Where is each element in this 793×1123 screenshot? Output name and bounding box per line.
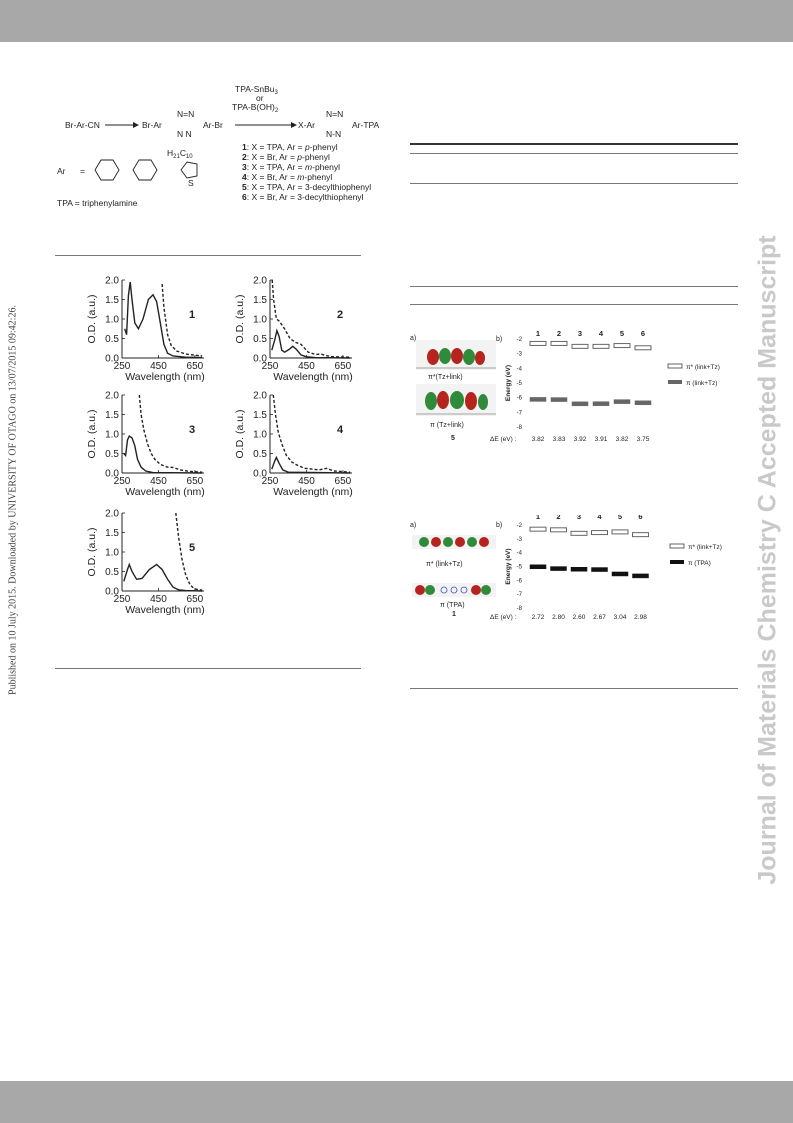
start-material: Br-Ar-CN [65, 120, 100, 130]
y-tick-label: 2.0 [253, 390, 267, 402]
svg-text:π (Tz+link): π (Tz+link) [430, 422, 464, 429]
orbital-image-upper [412, 535, 496, 549]
tpa-definition: TPA = triphenylamine [57, 198, 138, 208]
compound-entry: 1: X = TPA, Ar = p-phenyl [242, 142, 338, 152]
energy-level-upper [571, 531, 587, 535]
svg-text:1: 1 [452, 611, 456, 618]
orbital-image-lower [416, 384, 496, 416]
category-label: 2 [556, 515, 561, 521]
thiophene-ring [181, 162, 197, 178]
energy-level-upper [592, 531, 608, 535]
energy-level-lower [592, 568, 608, 572]
y-axis-label: O.D. (a.u.) [234, 294, 246, 344]
y-tick-label: -3 [516, 351, 522, 358]
y-tick-label: 0.0 [105, 586, 119, 598]
category-label: 3 [577, 330, 583, 338]
publication-notice: Published on 10 July 2015. Downloaded by UNIVERSITY OF OTAGO on 13/07/2015 09:42:26. [7, 305, 19, 695]
legend-swatch-upper [670, 544, 684, 548]
category-label: 1 [535, 330, 541, 338]
y-tick-label: 0.0 [253, 468, 267, 480]
x-tick-label: 450 [150, 594, 167, 605]
legend-label-upper: π* (link+Tz) [686, 364, 720, 371]
energy-level-lower [633, 574, 649, 578]
legend-label-lower: π (TPA) [688, 560, 711, 567]
y-tick-label: -8 [516, 425, 522, 431]
delta-energy-value: 3.04 [613, 614, 627, 621]
energy-level-upper [635, 346, 651, 350]
energy-level-lower [571, 567, 587, 571]
y-tick-label: -4 [516, 366, 522, 373]
y-tick-label: 1.0 [253, 314, 267, 326]
x-tick-label: 250 [261, 476, 279, 487]
delta-energy-label: ΔE (eV) : [490, 436, 517, 443]
y-axis-label: O.D. (a.u.) [86, 409, 98, 459]
delta-energy-value: 2.72 [531, 614, 545, 621]
energy-level-upper [633, 533, 649, 537]
product-n-bottom: N-N [326, 129, 342, 139]
header-band [0, 0, 793, 42]
y-axis-label: O.D. (a.u.) [86, 527, 98, 577]
delta-energy-value: 3.82 [531, 436, 545, 443]
delta-energy-value: 3.75 [636, 436, 650, 443]
table-rule [410, 304, 738, 305]
category-label: 6 [640, 330, 646, 338]
y-tick-label: -2 [516, 523, 522, 529]
footer-band [0, 1081, 793, 1123]
y-tick-label: 1.5 [253, 410, 267, 421]
energy-level-lower [551, 398, 567, 402]
svg-text:a): a) [410, 522, 417, 529]
y-axis-label: Energy (eV) [505, 548, 512, 585]
intermediate-n-bottom: N N [177, 129, 192, 139]
category-label: 3 [576, 515, 582, 521]
energy-level-lower [593, 402, 609, 406]
orbital-figure-2 [408, 515, 738, 630]
spectrum-panel-1 [72, 270, 222, 385]
energy-level-upper [593, 344, 609, 348]
y-tick-label: 1.0 [105, 547, 119, 559]
energy-diagram-2 [490, 515, 722, 621]
solid-series-line [272, 331, 350, 358]
panel-compound-label: 2 [336, 309, 344, 321]
y-tick-label: -3 [516, 536, 522, 543]
compound-entry: 6: X = Br, Ar = 3-decylthiophenyl [242, 192, 364, 202]
delta-energy-value: 2.67 [593, 614, 606, 621]
energy-level-lower [551, 567, 567, 571]
x-tick-label: 450 [298, 476, 315, 487]
solid-series-line [272, 457, 350, 473]
orbital-image-lower [412, 583, 496, 597]
y-tick-label: -4 [516, 550, 522, 557]
energy-level-upper [530, 527, 546, 531]
product-n-top: N=N [326, 109, 344, 119]
y-tick-label: 2.0 [105, 390, 119, 402]
compound-list [242, 142, 371, 202]
x-axis-label: Wavelength (nm) [125, 486, 205, 498]
energy-level-lower [614, 400, 630, 404]
energy-level-upper [551, 528, 567, 532]
compound-entry: 2: X = Br, Ar = p-phenyl [242, 152, 330, 162]
delta-energy-value: 3.82 [615, 436, 629, 443]
category-label: 4 [598, 330, 604, 338]
energy-level-lower [530, 397, 546, 401]
energy-level-upper [572, 344, 588, 348]
y-tick-label: -5 [516, 564, 522, 571]
legend-swatch-lower [668, 380, 682, 384]
y-tick-label: 1.0 [105, 429, 119, 441]
x-tick-label: 650 [186, 594, 204, 605]
compound-entry: 5: X = TPA, Ar = 3-decylthiophenyl [242, 182, 372, 192]
y-tick-label: 1.0 [105, 314, 119, 326]
intermediate-n-top: N=N [177, 109, 195, 119]
product-left: X-Ar [298, 120, 315, 130]
delta-energy-value: 3.92 [573, 436, 587, 443]
x-tick-label: 650 [334, 476, 352, 487]
intermediate-right: Ar-Br [203, 120, 223, 130]
table-rule [410, 153, 738, 154]
y-axis-label: O.D. (a.u.) [234, 409, 246, 459]
intermediate-left: Br-Ar [142, 120, 162, 130]
y-tick-label: 0.5 [253, 449, 267, 460]
panel-label: b) [496, 522, 503, 529]
y-tick-label: -6 [516, 395, 522, 402]
x-tick-label: 650 [334, 361, 352, 372]
orbital-figure-1 [408, 330, 738, 510]
panel-compound-label: 3 [188, 424, 196, 436]
y-tick-label: 1.5 [105, 295, 119, 306]
x-tick-label: 650 [186, 476, 204, 487]
delta-energy-value: 2.98 [634, 614, 647, 621]
x-axis-label: Wavelength (nm) [273, 371, 353, 383]
x-axis-label: Wavelength (nm) [273, 486, 353, 498]
panel-label: b) [496, 336, 503, 343]
x-tick-label: 250 [261, 361, 279, 372]
y-tick-label: 0.5 [253, 334, 267, 345]
energy-level-lower [572, 402, 588, 406]
energy-level-upper [530, 341, 546, 345]
svg-text:a): a) [410, 335, 417, 342]
energy-diagram-1 [490, 330, 720, 443]
x-axis-label: Wavelength (nm) [125, 371, 205, 383]
figure-rule [55, 668, 361, 669]
svg-text:π* (link+Tz): π* (link+Tz) [426, 561, 463, 568]
category-label: 5 [619, 330, 625, 338]
table-rule [410, 286, 738, 287]
delta-energy-label: ΔE (eV) : [490, 614, 517, 621]
y-tick-label: 2.0 [105, 275, 119, 287]
arrowhead-2 [291, 122, 297, 128]
solid-series-line [124, 565, 202, 592]
ar-definition [57, 148, 197, 188]
energy-level-upper [612, 530, 628, 534]
y-tick-label: -7 [516, 592, 522, 599]
energy-level-lower [530, 565, 546, 569]
legend-label-lower: π (link+Tz) [686, 380, 718, 387]
delta-energy-value: 2.80 [552, 614, 565, 621]
category-label: 1 [535, 515, 541, 521]
y-tick-label: 0.5 [105, 449, 119, 460]
delta-energy-value: 2.60 [572, 614, 586, 621]
reagent-or: or [256, 93, 264, 103]
meta-phenyl-ring [95, 160, 119, 180]
energy-level-lower [612, 572, 628, 576]
panel-compound-label: 1 [188, 309, 196, 321]
y-tick-label: 0.5 [105, 334, 119, 345]
y-axis-label: Energy (eV) [505, 364, 512, 402]
energy-level-upper [614, 344, 630, 348]
y-tick-label: 0.0 [105, 353, 119, 365]
legend-label-upper: π* (link+Tz) [688, 544, 722, 551]
spectrum-panel-5 [72, 503, 222, 618]
arrowhead-1 [133, 122, 139, 128]
y-tick-label: 0.5 [105, 567, 119, 578]
category-label: 6 [638, 515, 643, 521]
x-tick-label: 650 [186, 361, 204, 372]
x-tick-label: 450 [298, 361, 315, 372]
y-tick-label: -2 [516, 337, 522, 343]
category-label: 5 [617, 515, 623, 521]
legend-swatch-lower [670, 560, 684, 564]
y-tick-label: 1.0 [253, 429, 267, 441]
y-axis-label: O.D. (a.u.) [86, 294, 98, 344]
panel-compound-label: 4 [336, 424, 344, 436]
compound-entry: 4: X = Br, Ar = m-phenyl [242, 172, 333, 182]
energy-level-lower [635, 401, 651, 405]
para-phenyl-ring [133, 160, 157, 180]
reagent-tin: TPA-SnBu$_3$ [235, 84, 278, 96]
solid-series-line [124, 436, 202, 473]
y-tick-label: 2.0 [105, 508, 119, 520]
legend-swatch-upper [668, 364, 682, 368]
y-tick-label: 2.0 [253, 275, 267, 287]
y-tick-label: -5 [516, 381, 522, 387]
y-tick-label: 0.0 [105, 468, 119, 480]
accepted-manuscript-watermark: Journal of Materials Chemistry C Accepted Manuscript [753, 235, 782, 885]
dashed-series-line [162, 284, 202, 356]
svg-text:=: = [80, 166, 85, 176]
x-tick-label: 450 [150, 361, 167, 372]
y-tick-label: 1.5 [253, 295, 267, 306]
table-rule-top [410, 143, 738, 145]
x-axis-label: Wavelength (nm) [125, 604, 205, 616]
x-tick-label: 250 [113, 476, 131, 487]
product-right: Ar-TPA [352, 120, 380, 130]
y-tick-label: -8 [516, 606, 522, 612]
svg-text:H21C10: $H_{21}C_{10}$ [167, 148, 193, 160]
spectrum-panel-2 [220, 270, 370, 385]
svg-text:S: S [188, 178, 194, 188]
category-label: 4 [597, 515, 602, 521]
y-tick-label: 1.5 [105, 410, 119, 421]
panel-compound-label: 5 [188, 542, 196, 554]
svg-text:5: 5 [451, 435, 455, 442]
spectrum-panel-3 [72, 385, 222, 500]
category-label: 2 [556, 330, 562, 338]
y-tick-label: -7 [516, 410, 522, 417]
orbital-image-upper [416, 340, 496, 370]
y-tick-label: 0.0 [253, 353, 267, 365]
svg-text:π (TPA): π (TPA) [440, 602, 465, 609]
svg-text:Ar: Ar [57, 166, 66, 176]
figure-rule [55, 255, 361, 256]
x-tick-label: 450 [150, 476, 167, 487]
delta-energy-value: 3.83 [552, 436, 566, 443]
delta-energy-value: 3.91 [594, 436, 608, 443]
x-tick-label: 250 [113, 361, 131, 372]
spectrum-panel-4 [220, 385, 370, 500]
table-rule [410, 183, 738, 184]
y-tick-label: -6 [516, 578, 522, 585]
compound-entry: 3: X = TPA, Ar = m-phenyl [242, 162, 340, 172]
reagent-boronic: TPA-$B(OH)_2$ [232, 102, 279, 114]
svg-text:π*(Tz+link): π*(Tz+link) [428, 374, 463, 381]
y-tick-label: 1.5 [105, 528, 119, 539]
energy-level-upper [551, 341, 567, 345]
synthesis-scheme [55, 82, 400, 212]
x-tick-label: 250 [113, 594, 131, 605]
figure-rule [410, 688, 738, 689]
